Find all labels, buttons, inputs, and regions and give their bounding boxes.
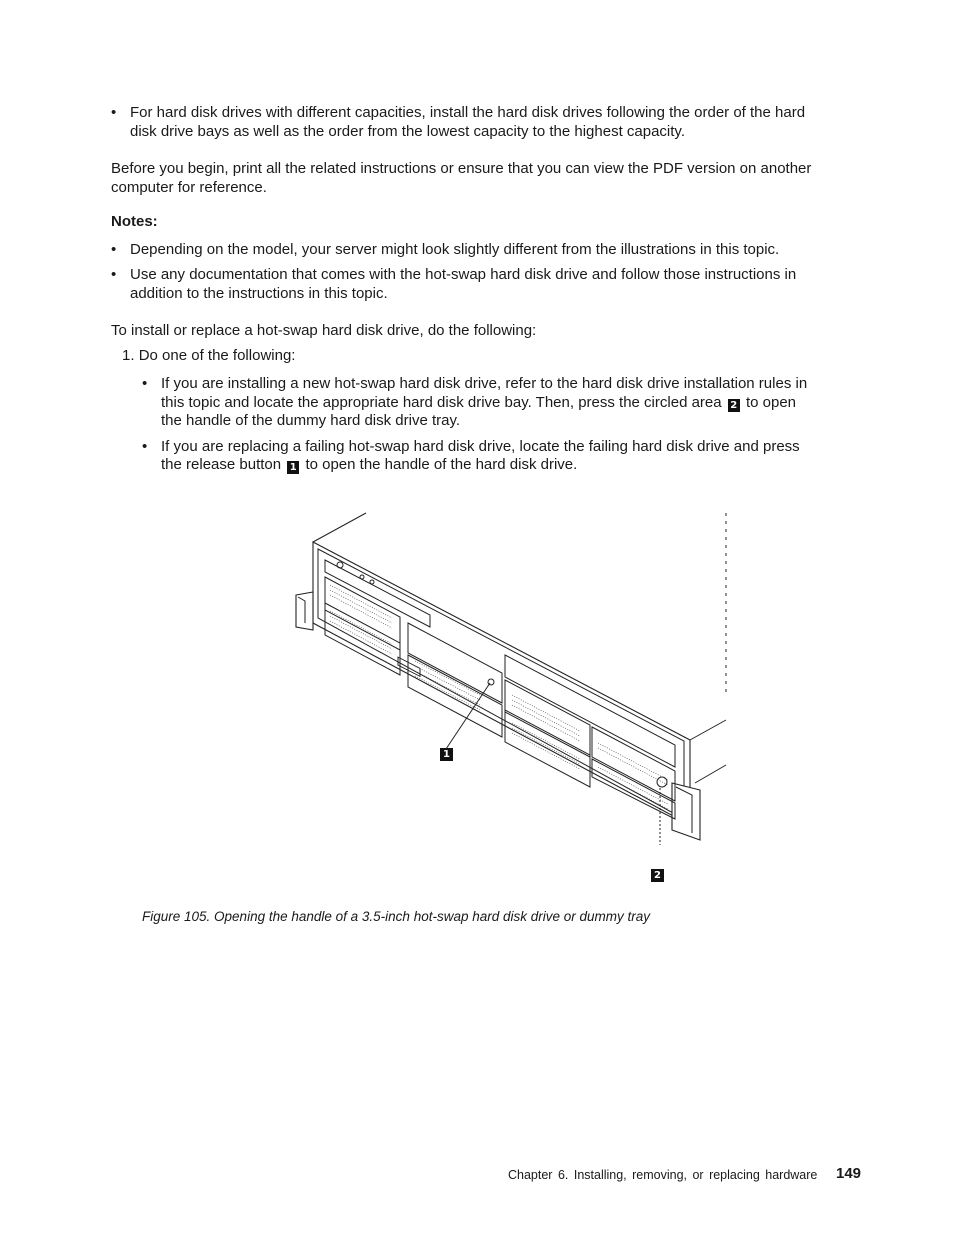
substep-replace — [142, 437, 852, 477]
figure-caption: Figure 105. Opening the handle of a 3.5-inch hot-swap hard disk drive or dummy tray — [142, 909, 651, 924]
intro-bullet — [111, 103, 851, 143]
substep-line-1: If you are installing a new hot-swap hard disk drive, refer to the hard disk drive installation rules in — [161, 375, 808, 392]
substep-line-2-before: this topic and locate the appropriate hard disk drive bay. Then, press the circled area — [161, 394, 722, 411]
note-item — [111, 240, 851, 260]
footer-chapter: Chapter 6. Installing, removing, or replacing hardware — [508, 1168, 818, 1182]
page-number: 149 — [836, 1165, 862, 1182]
step-number: 1. — [122, 347, 135, 364]
before-begin-line-1: Before you begin, print all the related instructions or ensure that you can view the PDF version on another — [111, 160, 812, 177]
bullet-line-1: For hard disk drives with different capacities, install the hard disk drives following the order of the hard — [130, 104, 806, 121]
callout-badge-2: 2 — [728, 399, 740, 412]
note-line-1: Depending on the model, your server might look slightly different from the illustrations in this topic. — [130, 241, 780, 258]
note-line-1: Use any documentation that comes with the hot-swap hard disk drive and follow those instructions in — [130, 266, 797, 283]
substep-line-1: If you are replacing a failing hot-swap hard disk drive, locate the failing hard disk drive and press — [161, 438, 800, 455]
substep-install — [142, 374, 852, 432]
bullet-marker: • — [111, 241, 117, 258]
step-1 — [122, 346, 295, 365]
notes-heading: Notes: — [111, 213, 158, 230]
callout-badge-1: 1 — [287, 461, 299, 474]
server-front-illustration — [280, 505, 740, 845]
bullet-marker: • — [142, 375, 148, 392]
substep-line-2 — [161, 455, 577, 474]
step-text: Do one of the following: — [138, 347, 296, 364]
substep-line-2-after: to open the handle of the hard disk drive. — [305, 456, 578, 473]
substep-line-2-after: to open — [745, 394, 796, 411]
note-item — [111, 265, 851, 305]
bullet-marker: • — [111, 104, 117, 121]
substep-line-2-before: the release button — [161, 456, 282, 473]
procedure-intro: To install or replace a hot-swap hard disk drive, do the following: — [111, 322, 537, 339]
bullet-line-2: disk drive bays as well as the order from the lowest capacity to the highest capacity. — [130, 123, 685, 140]
figure-callout-1: 1 — [440, 748, 453, 761]
substep-line-3: the handle of the dummy hard disk drive tray. — [161, 412, 461, 429]
note-line-2: addition to the instructions in this topic. — [130, 285, 388, 302]
substep-line-2 — [161, 393, 796, 412]
figure-callout-2: 2 — [651, 869, 664, 882]
before-begin-line-2: computer for reference. — [111, 179, 267, 196]
bullet-marker: • — [142, 438, 148, 455]
bullet-marker: • — [111, 266, 117, 283]
